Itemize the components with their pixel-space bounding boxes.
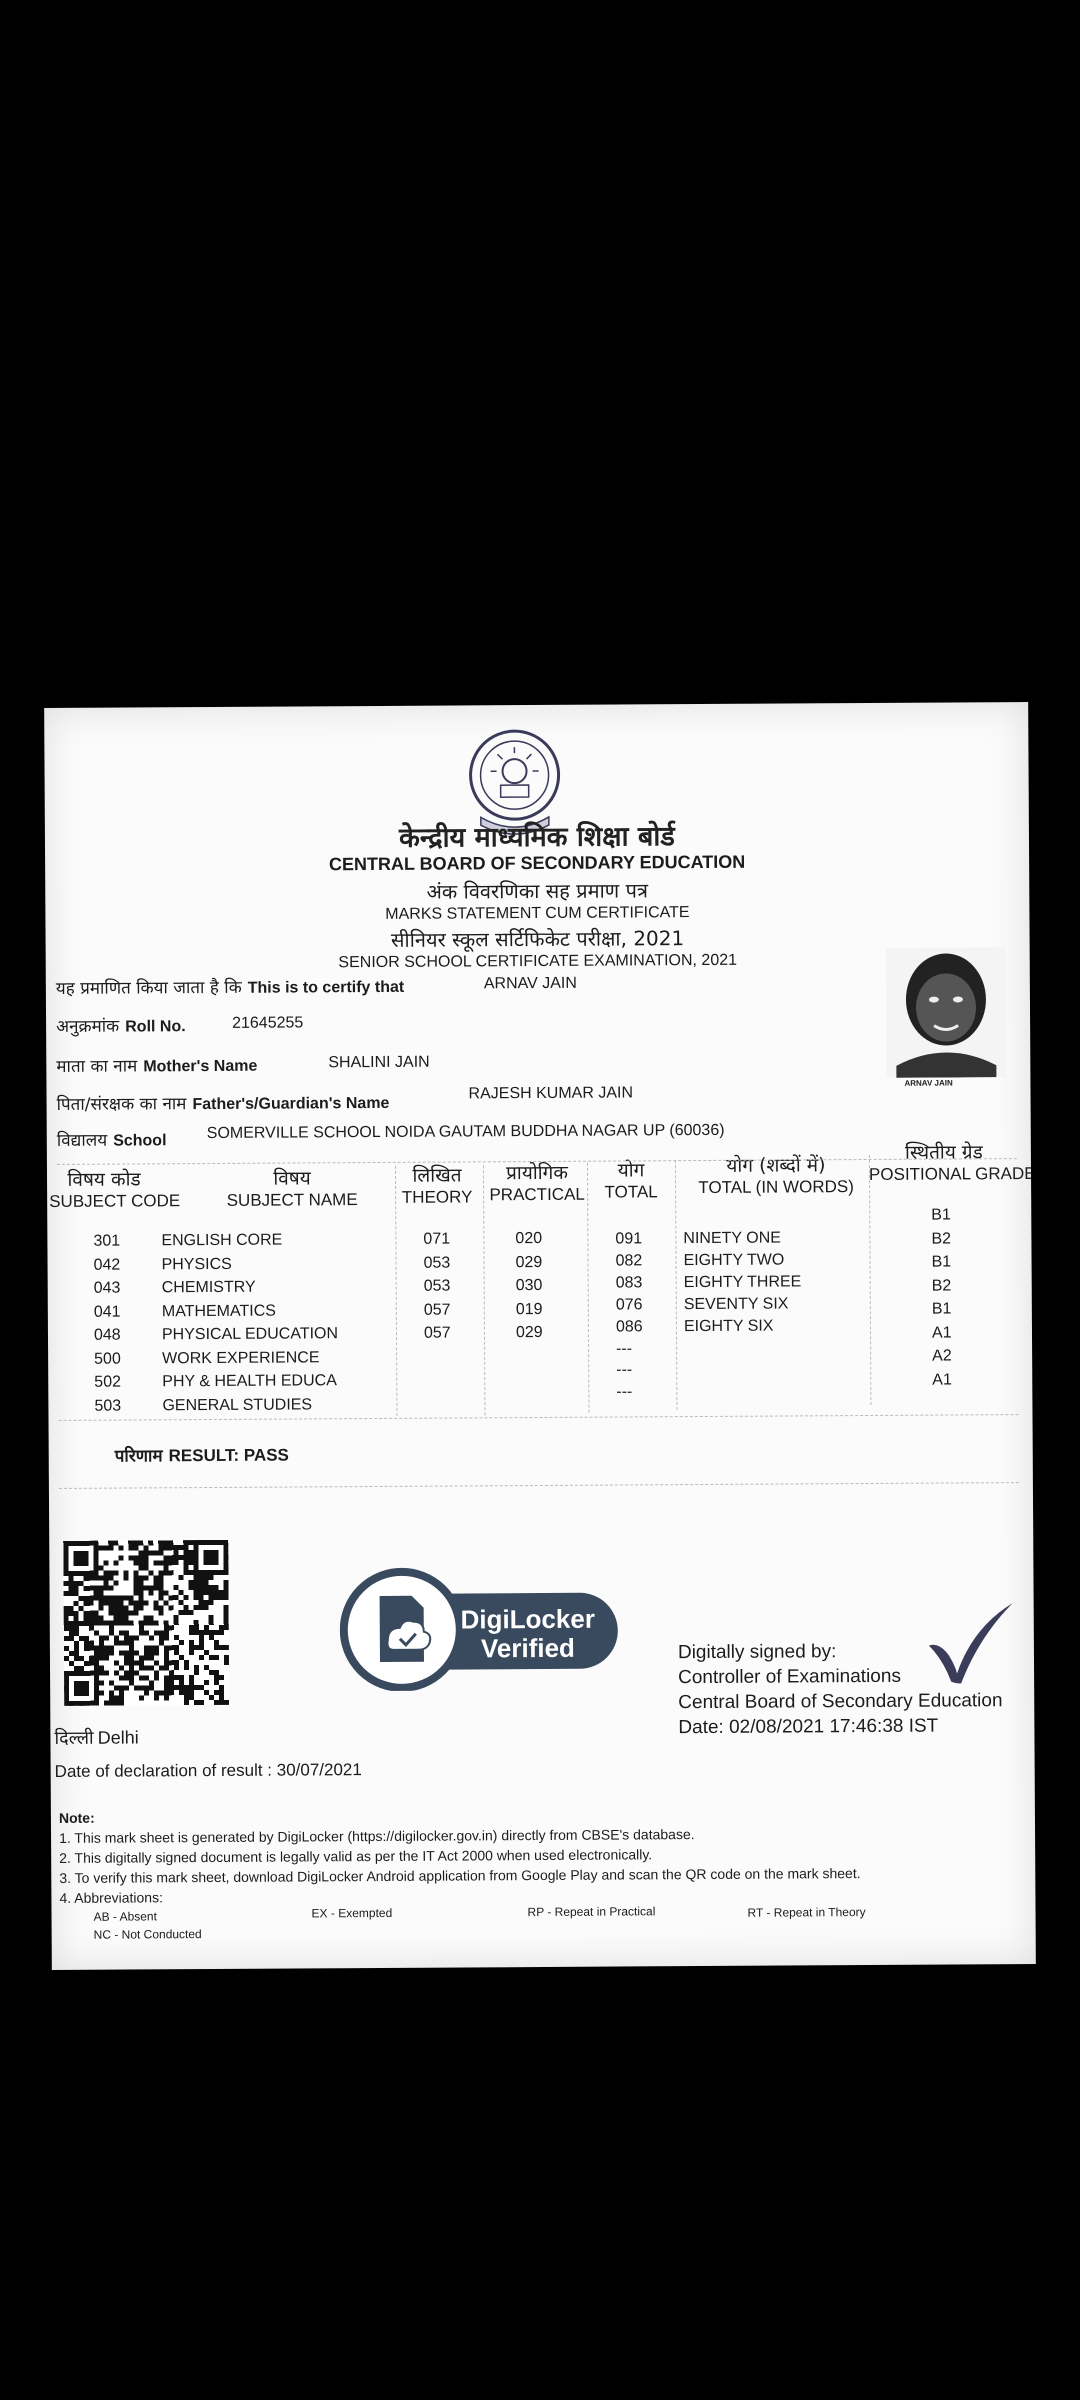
roll-number: 21645255 [232, 1014, 304, 1032]
header-practical: प्रायोगिक PRACTICAL [489, 1161, 585, 1205]
father-label: पिता/संरक्षक का नाम Father's/Guardian's Name [56, 1094, 390, 1115]
board-name-hindi: केन्द्रीय माध्यमिक शिक्षा बोर्ड [399, 821, 675, 854]
total-marks: 086 [615, 1317, 643, 1336]
certificate-title: MARKS STATEMENT CUM CERTIFICATE [385, 904, 690, 923]
total-marks: --- [616, 1339, 633, 1358]
subject-code: 041 [93, 1303, 121, 1321]
total-in-words: NINETY ONE [683, 1229, 781, 1248]
student-photo [886, 947, 1007, 1078]
theory-marks: 053 [423, 1254, 451, 1272]
subject-name: WORK EXPERIENCE [162, 1348, 320, 1367]
note-item-3: 3. To verify this mark sheet, download DigiLocker Android application from Google Play and scan the QR code on the mark sheet. [59, 1865, 861, 1886]
subject-name: CHEMISTRY [161, 1278, 256, 1297]
abbr-exempted: EX - Exempted [311, 1905, 393, 1921]
signature-line3: Central Board of Secondary Education [678, 1690, 1003, 1714]
note-item-2: 2. This digitally signed document is legally valid as per the IT Act 2000 when used electronically. [59, 1846, 653, 1866]
header-positional-grade: स्थितीय ग्रेड POSITIONAL GRADE [868, 1141, 1036, 1184]
total-marks: 082 [615, 1252, 643, 1270]
subject-code: 502 [94, 1373, 122, 1391]
practical-marks: 020 [515, 1229, 543, 1248]
total-marks: 091 [615, 1230, 643, 1248]
header-total-words: योग (शब्दों में) TOTAL (IN WORDS) [698, 1154, 854, 1198]
total-in-words: EIGHTY TWO [683, 1251, 785, 1270]
positional-grade: B1 [931, 1300, 952, 1318]
total-marks: --- [616, 1383, 633, 1401]
positional-grade: A2 [932, 1347, 952, 1365]
verified-check-icon [925, 1597, 1016, 1688]
theory-marks: 053 [423, 1277, 451, 1295]
practical-marks: 019 [515, 1300, 543, 1318]
note-item-1: 1. This mark sheet is generated by DigiLocker (https://digilocker.gov.in) directly from CBSE's database. [59, 1826, 695, 1846]
certify-label: यह प्रमाणित किया जाता है कि This is to certify that [55, 977, 405, 999]
subject-name: ENGLISH CORE [161, 1231, 283, 1250]
signature-line1: Digitally signed by: [677, 1641, 837, 1664]
total-marks: 076 [615, 1296, 643, 1314]
roll-label: अनुक्रमांक Roll No. [56, 1016, 186, 1037]
exam-title-hindi: सीनियर स्कूल सर्टिफिकेट परीक्षा, 2021 [390, 926, 685, 952]
declaration-date: Date of declaration of result : 30/07/2021 [54, 1760, 362, 1781]
marksheet [44, 702, 1036, 1970]
student-name: ARNAV JAIN [483, 974, 577, 993]
mother-label: माता का नाम Mother's Name [56, 1056, 258, 1077]
subject-name: PHY & HEALTH EDUCA [162, 1372, 337, 1391]
practical-marks: 029 [515, 1253, 543, 1271]
header-subject-name: विषय SUBJECT NAME [226, 1167, 358, 1210]
mother-name: SHALINI JAIN [328, 1053, 430, 1072]
positional-grade: A1 [932, 1370, 952, 1389]
header-subject-code: विषय कोड SUBJECT CODE [49, 1168, 181, 1211]
signature-line2: Controller of Examinations [678, 1665, 901, 1689]
theory-marks: 057 [423, 1301, 451, 1319]
practical-marks: 030 [515, 1276, 543, 1295]
qr-code[interactable] [63, 1540, 229, 1706]
total-in-words: EIGHTY THREE [683, 1273, 802, 1291]
subject-code: 048 [93, 1326, 121, 1344]
abbr-repeat-practical: RP - Repeat in Practical [527, 1904, 656, 1920]
subject-name: GENERAL STUDIES [162, 1395, 313, 1414]
note-item-4: 4. Abbreviations: [59, 1889, 163, 1906]
theory-marks: 057 [423, 1324, 451, 1342]
total-in-words: EIGHTY SIX [683, 1317, 774, 1335]
subject-name: PHYSICAL EDUCATION [161, 1325, 339, 1344]
certificate-title-hindi: अंक विवरणिका सह प्रमाण पत्र [426, 878, 649, 904]
subject-name: MATHEMATICS [161, 1302, 276, 1320]
subject-code: 301 [93, 1232, 121, 1250]
father-name: RAJESH KUMAR JAIN [468, 1084, 634, 1103]
abbr-not-conducted: NC - Not Conducted [93, 1927, 202, 1942]
place: दिल्ली Delhi [54, 1727, 139, 1749]
theory-marks: 071 [423, 1230, 451, 1248]
positional-grade: B1 [931, 1206, 951, 1224]
header-total: योग TOTAL [604, 1159, 658, 1202]
total-marks: --- [616, 1361, 633, 1379]
school-label: विद्यालय School [56, 1130, 167, 1151]
badge-line1: DigiLocker [460, 1603, 596, 1635]
digilocker-verified-badge [339, 1564, 625, 1691]
subject-name: PHYSICS [161, 1255, 232, 1273]
school-name: SOMERVILLE SCHOOL NOIDA GAUTAM BUDDHA NAGAR UP (60036) [206, 1121, 725, 1143]
badge-line2: Verified [480, 1632, 575, 1664]
exam-title: SENIOR SCHOOL CERTIFICATE EXAMINATION, 2021 [338, 951, 738, 972]
subject-code: 043 [93, 1279, 121, 1297]
positional-grade: B1 [931, 1253, 952, 1271]
photo-caption: ARNAV JAIN [904, 1078, 953, 1088]
total-marks: 083 [615, 1274, 643, 1292]
result-status: परिणाम RESULT: PASS [114, 1445, 289, 1467]
abbr-absent: AB - Absent [93, 1909, 157, 1924]
practical-marks: 029 [515, 1323, 543, 1342]
board-name: CENTRAL BOARD OF SECONDARY EDUCATION [328, 851, 746, 875]
signature-date: Date: 02/08/2021 17:46:38 IST [678, 1715, 939, 1739]
subject-code: 500 [94, 1350, 121, 1368]
subject-code: 042 [93, 1256, 121, 1274]
header-theory: लिखित THEORY [401, 1164, 473, 1207]
subject-code: 503 [94, 1397, 122, 1415]
positional-grade: B2 [931, 1276, 952, 1295]
abbr-repeat-theory: RT - Repeat in Theory [747, 1905, 866, 1920]
positional-grade: B2 [931, 1229, 952, 1248]
note-title: Note: [58, 1809, 95, 1826]
positional-grade: A1 [931, 1323, 952, 1342]
total-in-words: SEVENTY SIX [683, 1295, 789, 1313]
